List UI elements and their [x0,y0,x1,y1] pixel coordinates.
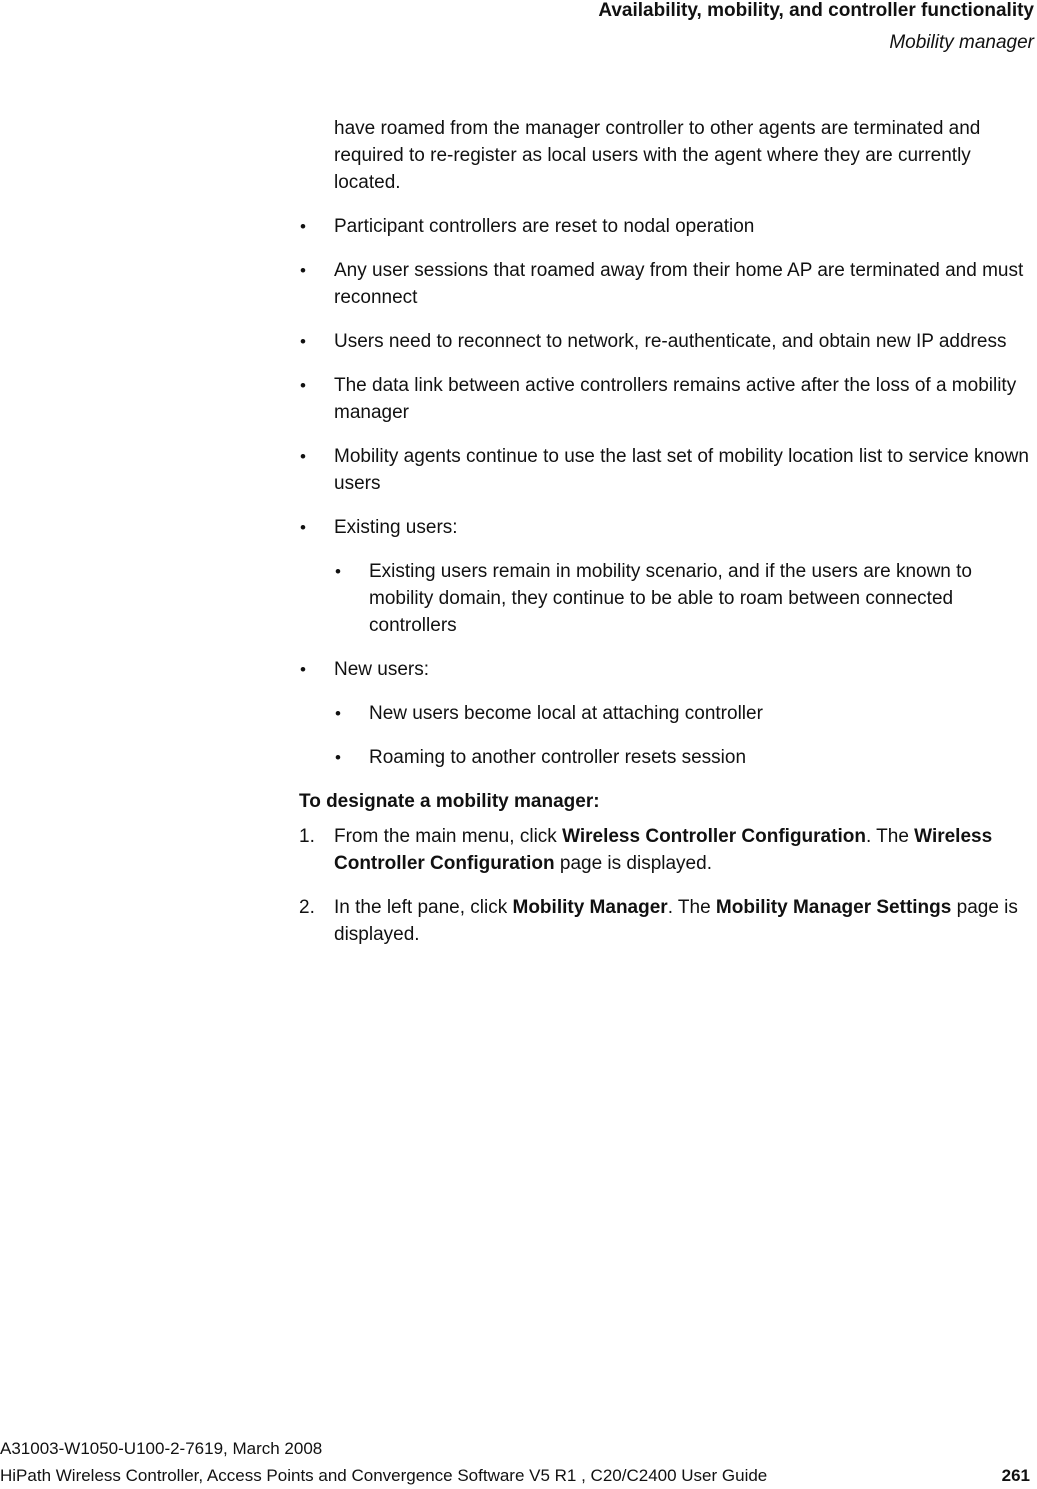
list-item [299,213,1037,240]
procedure-heading: To designate a mobility manager: [299,791,600,812]
continuation-paragraph: have roamed from the manager controller to other agents are terminated and required to re-register as local users with the agent where they are currently located. [334,118,981,193]
ui-reference: Mobility Manager Settings [715,897,952,918]
list-item-text: New users become local at attaching controller [369,703,763,724]
step-text: From the main menu, click Wireless Controller Configuration. The Wireless Controller Configuration page is displayed. [334,826,993,874]
ui-reference: Mobility Manager [512,897,668,918]
list-item [299,443,1037,497]
list-item-text: Existing users: [334,517,458,538]
header-title: Availability, mobility, and controller functionality [598,0,1034,21]
main-content [299,115,1037,965]
bullet-icon: • [335,748,341,767]
page-number: 261 [1001,1466,1030,1485]
list-item-text: New users: [334,659,430,680]
list-item [299,328,1037,355]
bullet-icon: • [300,376,306,395]
list-item-text: Participant controllers are reset to nodal operation [334,216,755,237]
list-item-text: Roaming to another controller resets session [369,747,747,768]
sub-list-item [299,700,1037,727]
procedure-step [299,823,1037,877]
bullet-icon: • [300,518,306,537]
header-subtitle: Mobility manager [889,32,1034,53]
step-text: In the left pane, click Mobility Manager. The Mobility Manager Settings page is displayed. [334,897,1018,945]
list-item-text: The data link between active controllers remains active after the loss of a mobility manager [334,375,1017,423]
sub-list-item [299,744,1037,771]
bullet-icon: • [335,562,341,581]
list-item [299,656,1037,683]
footer-doc-id: A31003-W1050-U100-2-7619, March 2008 [0,1439,323,1458]
bullet-icon: • [335,704,341,723]
ui-reference: Wireless Controller Configuration [334,826,993,874]
step-number: 2. [299,897,315,918]
list-item [299,372,1037,426]
list-item-text: Mobility agents continue to use the last set of mobility location list to service known users [334,446,1029,494]
footer-title: HiPath Wireless Controller, Access Points and Convergence Software V5 R1 , C20/C2400 User Guide [0,1466,768,1485]
bullet-icon: • [300,332,306,351]
list-item [299,257,1037,311]
bullet-icon: • [300,217,306,236]
sub-list-item [299,558,1037,639]
procedure-step [299,894,1037,948]
ui-reference: Wireless Controller Configuration [562,826,866,847]
list-item-text: Existing users remain in mobility scenario, and if the users are known to mobility domain, they continue to be able to roam between connected controllers [369,561,972,636]
list-item-text: Users need to reconnect to network, re-authenticate, and obtain new IP address [334,331,1007,352]
bullet-icon: • [300,447,306,466]
bullet-icon: • [300,261,306,280]
bullet-icon: • [300,660,306,679]
step-number: 1. [299,826,315,847]
list-item-text: Any user sessions that roamed away from their home AP are terminated and must reconnect [334,260,1024,308]
list-item [299,514,1037,541]
